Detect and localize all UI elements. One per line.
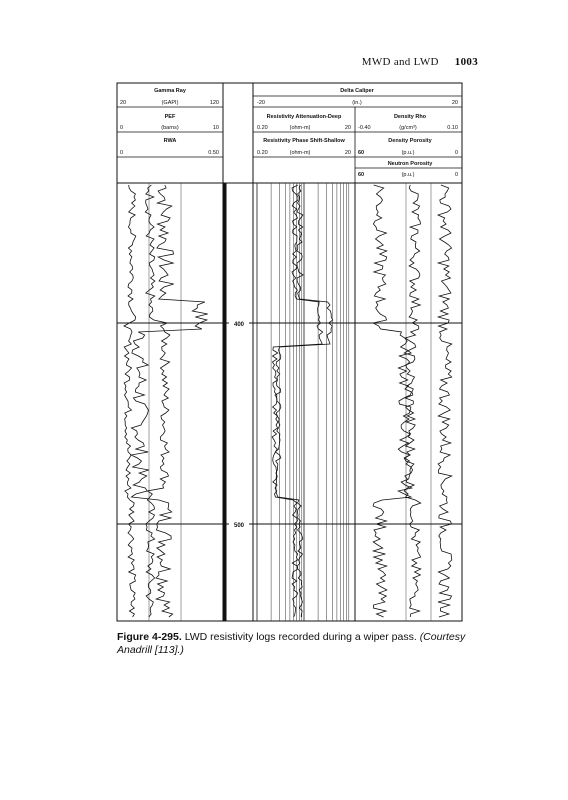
res-deep-max: 20	[344, 125, 351, 131]
res-deep-name: Resistivity Attenuation-Deep	[266, 114, 342, 120]
pef-name: PEF	[164, 114, 176, 120]
gamma-ray-max: 120	[209, 100, 219, 106]
neutron-porosity-min: 60	[358, 172, 365, 178]
density-porosity-curve	[404, 185, 421, 617]
neutron-porosity-name: Neutron Porosity	[387, 161, 433, 167]
caliper-max: 20	[451, 100, 458, 106]
pef-unit: (barns)	[161, 125, 179, 131]
rwa-min: 0	[120, 150, 124, 156]
rwa-max: 0.50	[208, 150, 219, 156]
gamma-ray-min: 20	[120, 100, 127, 106]
neutron-porosity-curve	[438, 185, 452, 617]
res-deep-unit: (ohm-m)	[289, 125, 311, 131]
res-shallow-unit: (ohm-m)	[289, 150, 311, 156]
gamma-ray-curve	[131, 185, 208, 617]
figure-label: Figure 4-295.	[117, 631, 182, 643]
depth-label-400: 400	[233, 322, 245, 328]
density-porosity-unit: (p.u.)	[401, 150, 415, 156]
rwa-name: RWA	[163, 138, 177, 144]
neutron-porosity-unit: (p.u.)	[401, 172, 415, 178]
pef-min: 0	[120, 125, 124, 131]
density-porosity-name: Density Porosity	[388, 138, 432, 144]
density-porosity-min: 60	[358, 150, 365, 156]
caliper-min: -20	[257, 100, 265, 106]
density-rho-name: Density Rho	[393, 114, 427, 120]
page-number: 1003	[454, 56, 478, 68]
density-rho-min: -0.40	[358, 125, 371, 131]
figure-caption	[117, 631, 477, 657]
rwa-curve	[124, 185, 136, 617]
res-shallow-min: 0.20	[257, 150, 268, 156]
gamma-ray-unit: (GAPI)	[161, 100, 179, 106]
gamma-ray-name: Gamma Ray	[154, 88, 186, 94]
caliper-name: Delta Caliper	[340, 88, 374, 94]
res-deep-min: 0.20	[257, 125, 268, 131]
figure-credit: (Courtesy Anadrill [113].)	[117, 631, 466, 656]
pef-max: 10	[212, 125, 219, 131]
res-shallow-max: 20	[344, 150, 351, 156]
density-rho-max: 0.10	[447, 125, 458, 131]
density-porosity-max: 0	[454, 150, 458, 156]
running-head-title: MWD and LWD	[361, 56, 439, 68]
caliper-unit: (in.)	[352, 100, 362, 106]
figure-text: LWD resistivity logs recorded during a wiper pass.	[184, 631, 417, 643]
res-shallow-name: Resistivity Phase Shift-Shallow	[263, 138, 345, 144]
neutron-porosity-max: 0	[454, 172, 458, 178]
density-rho-unit: (g/cm³)	[399, 125, 417, 131]
depth-label-500: 500	[233, 523, 245, 529]
